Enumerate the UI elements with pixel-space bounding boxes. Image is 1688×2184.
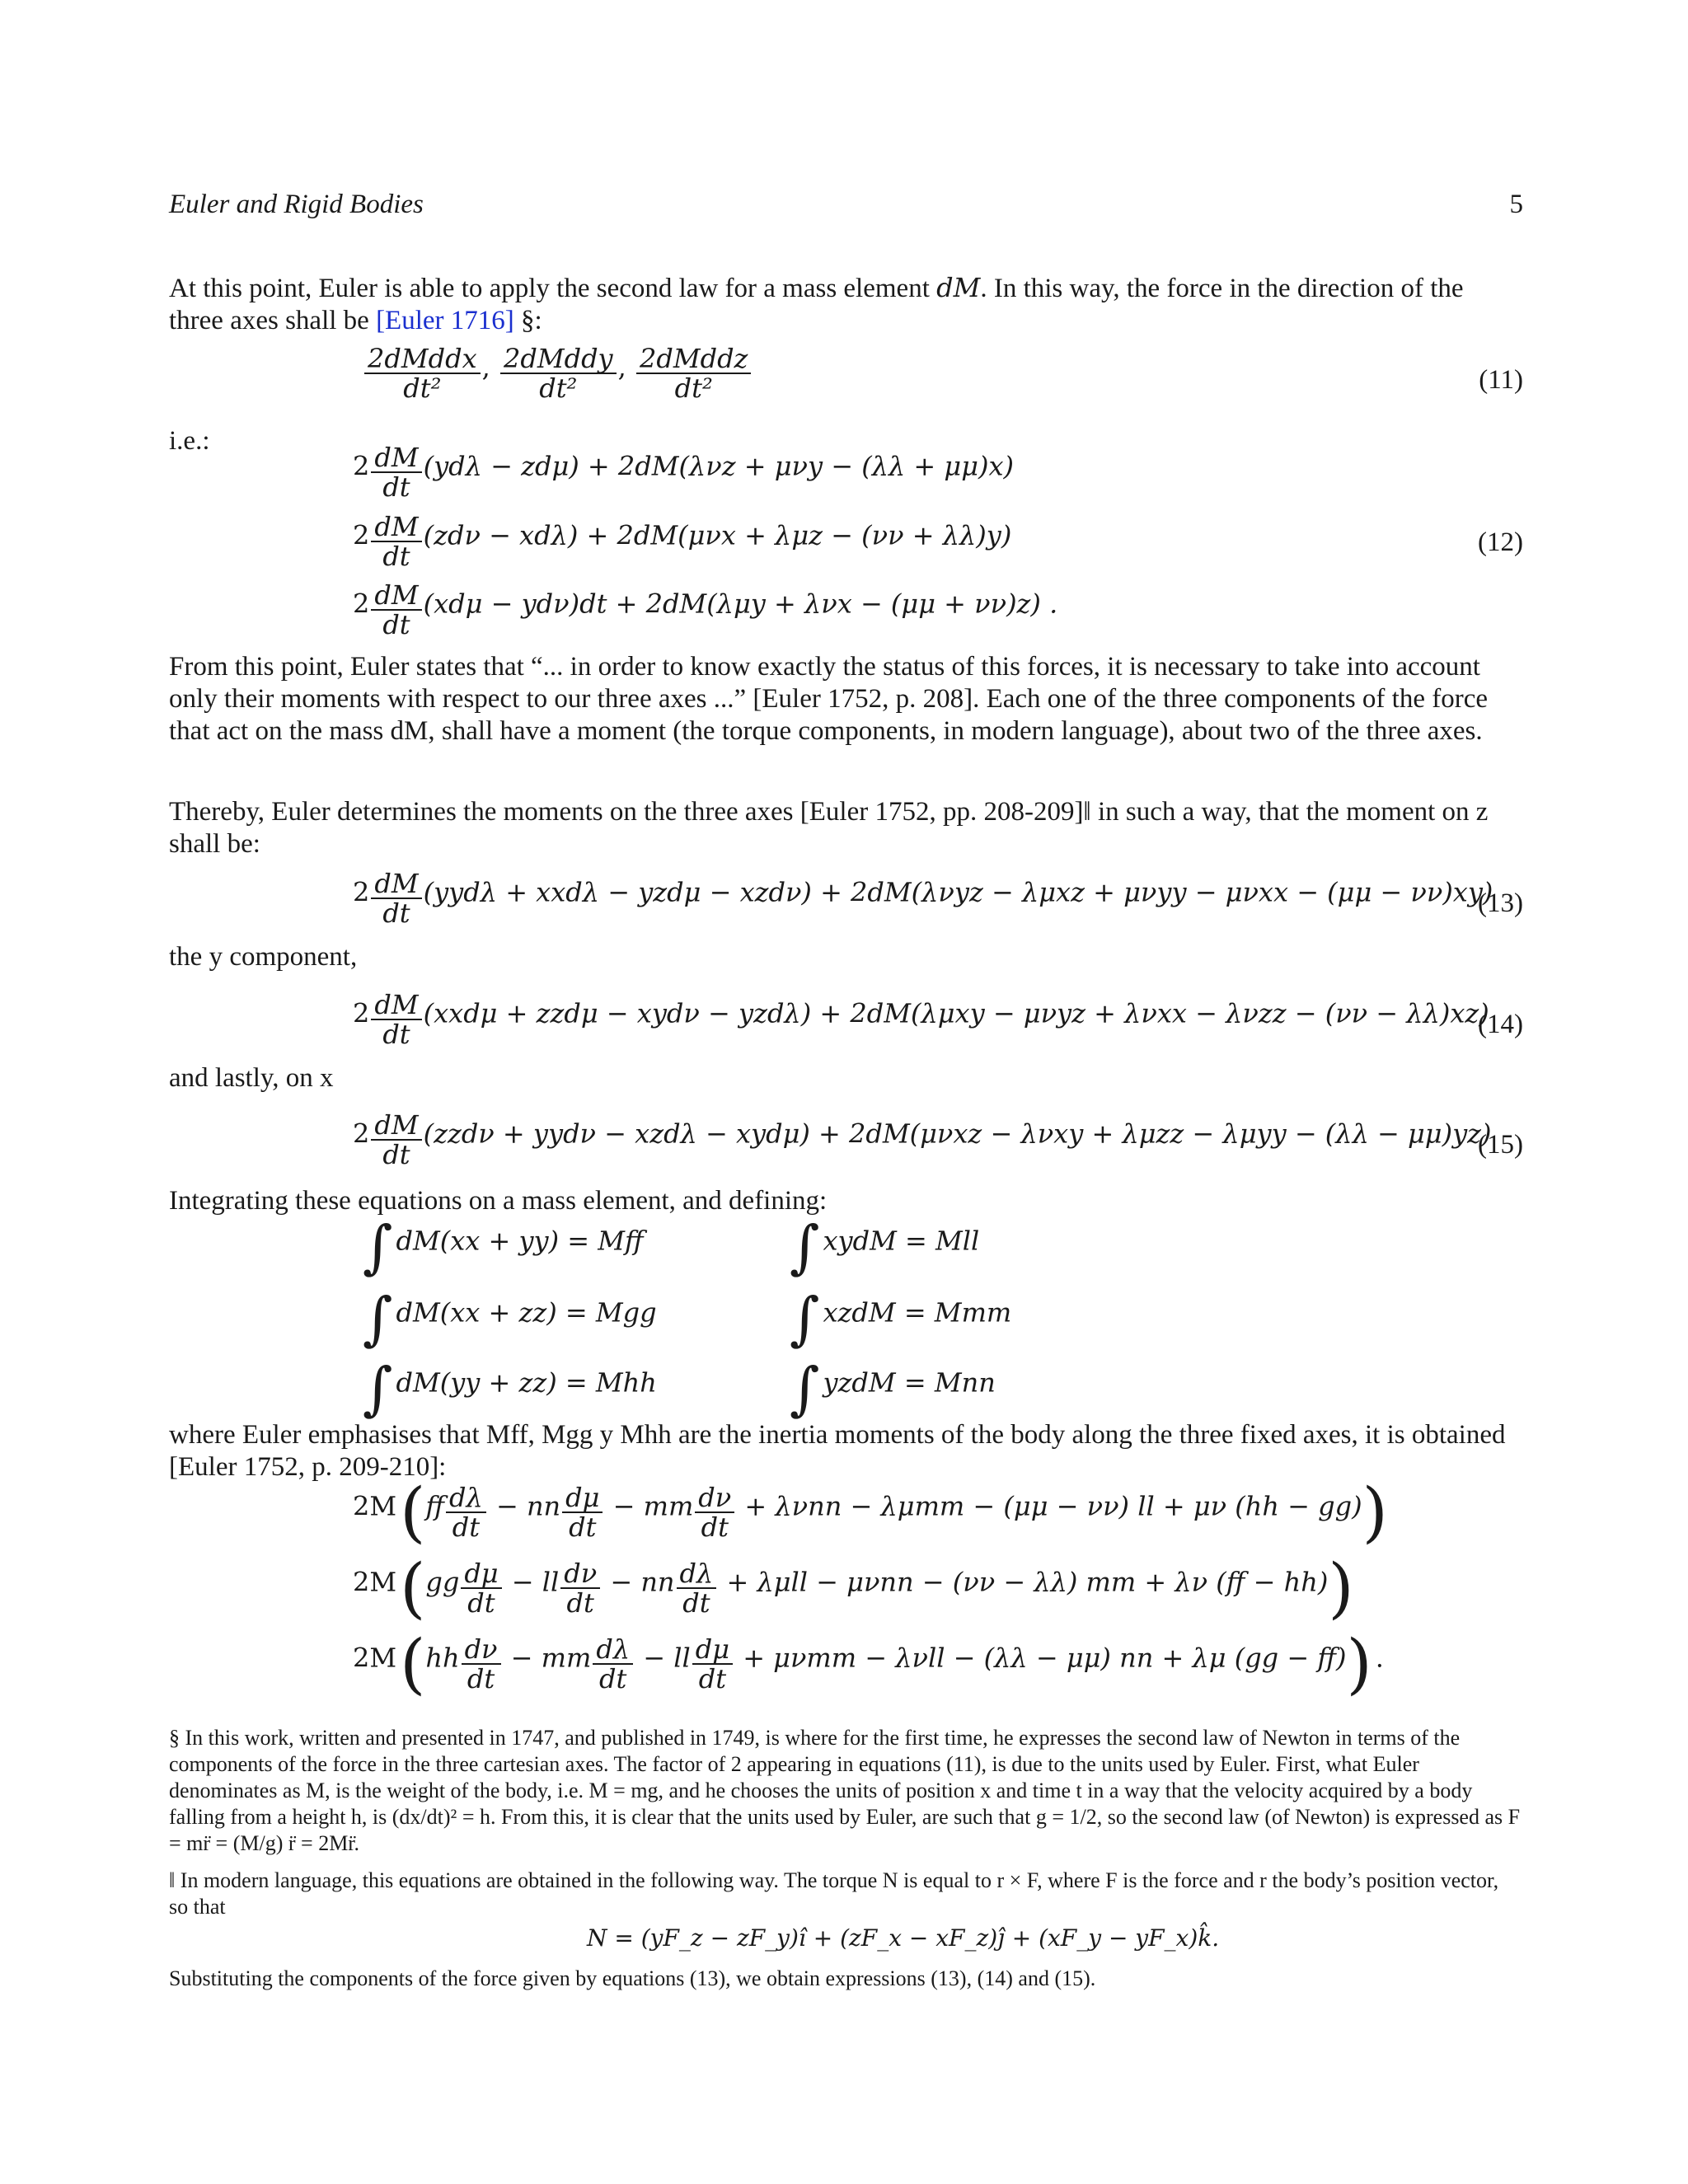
integral-right-1: ∫ xydM = Mll bbox=[790, 1213, 980, 1281]
running-title: Euler and Rigid Bodies bbox=[169, 190, 424, 219]
eq11-frac-x: $\frac{\text{2dMddx}}{\text{dt²}}$ bbox=[364, 344, 481, 402]
equation-12-line-3: 2 $\frac{dM}{dt}$ (xdμ − ydν)dt + 2dM(λμy + λνx − (μμ + νν)z) . bbox=[353, 579, 1058, 640]
paragraph-2: From this point, Euler states that “... in order to know exactly the status of this forces, it is necessary to take into account only their moments with respect to our three axes ...” [Euler 1752, p. 208]. Each one of the three components of the force that act on the mass dM, shall have a moment (the torque components, in modern language), about two of the three axes. bbox=[169, 652, 1488, 746]
footnote-parallel: ‖ In modern language, this equations are obtained in the following way. The torque N is equal to r × F, where F is the force and r the body’s position vector, so that bbox=[169, 1868, 1499, 1919]
final-equation-line-3: 2M (hh $\frac{d\nu}{dt}$ − mm $\frac{d\lambda}{dt}$ − ll $\frac{d\mu}{dt}$ + μνmm − λνll − (λλ − μμ) nn + λμ (gg − ff)) . bbox=[353, 1625, 1384, 1702]
equation-12-line-2: 2 $\frac{dM}{dt}$ (zdν − xdλ) + 2dM(μνx + λμz − (νν + λλ)y) bbox=[353, 511, 1012, 572]
footnote-section: § In this work, written and presented in 1747, and published in 1749, is where for the first time, he expresses the second law of Newton in terms of the components of the force in the three cartesian axes. The factor of 2 appearing in equations (11), is due to the units used by Euler. First, what Euler denominates as M, is the weight of the body, i.e. M = mg, and he chooses the units of position x and time t in a way that the velocity acquired by a body falling from a height h, is (dx/dt)² = h. From this, it is clear that the units used by Euler, are such that g = 1/2, so the second law (of Newton) is expressed as F = mr̈ = (M/g) r̈ = 2Mr̈. bbox=[169, 1726, 1521, 1855]
paragraph-3: Thereby, Euler determines the moments on the three axes [Euler 1752, pp. 208-209]‖ in such a way, that the moment on z shall be: bbox=[169, 797, 1489, 859]
page-number: 5 bbox=[1509, 190, 1523, 219]
eq11-frac-y: $\frac{\text{2dMddy}}{\text{dt²}}$ bbox=[500, 344, 617, 402]
equation-15: 2 $\frac{dM}{dt}$ (zzdν + yydν − xzdλ − xydμ) + 2dM(μνxz − λνxy + λμzz − λμyy − (λλ − μμ)yz) bbox=[353, 1109, 1492, 1170]
citation-link[interactable]: [Euler 1716] bbox=[376, 306, 514, 335]
eq11-frac-z: $\frac{\text{2dMddz}}{\text{dt²}}$ bbox=[636, 344, 751, 402]
footnote-substituting: Substituting the components of the force given by equations (13), we obtain expressions (13), (14) and (15). bbox=[169, 1966, 1096, 1990]
integral-right-3: ∫ yzdM = Mnn bbox=[790, 1355, 996, 1422]
equation-14: 2 $\frac{dM}{dt}$ (xxdμ + zzdμ − xydν − yzdλ) + 2dM(λμxy − μνyz + λνxx − λνzz − (νν − λλ)xz) bbox=[353, 989, 1489, 1050]
para1-text-b: . In this way, the force in the direction of the three axes shall be bbox=[169, 274, 1464, 335]
final-equation-line-2: 2M (gg $\frac{d\mu}{dt}$ − ll $\frac{d\nu}{dt}$ − nn $\frac{d\lambda}{dt}$ + λμll − μνnn − (νν − λλ) mm + λν (ff − hh)) bbox=[353, 1549, 1354, 1626]
equation-number-11: (11) bbox=[1479, 365, 1523, 395]
equation-11: $\frac{\text{2dMddx}}{\text{dt²}}$ , $\frac{\text{2dMddy}}{\text{dt²}}$ , $\frac{\text{2dMddz}}{\text{dt²}}$ bbox=[363, 344, 753, 402]
equation-number-14: (14) bbox=[1478, 1010, 1523, 1039]
equation-number-12: (12) bbox=[1478, 527, 1523, 557]
paragraph-5: where Euler emphasises that Mff, Mgg y Mhh are the inertia moments of the body along the three fixed axes, it is obtained [Euler 1752, p. 209-210]: bbox=[169, 1420, 1506, 1482]
equation-13: 2 $\frac{dM}{dt}$ (yydλ + xxdλ − yzdμ − xzdν) + 2dM(λνyz − λμxz + μνyy − μνxx − (μμ − νν)xy) bbox=[353, 868, 1493, 929]
equation-number-15: (15) bbox=[1478, 1130, 1523, 1160]
ie-label: i.e.: bbox=[169, 426, 210, 456]
paragraph-4: Integrating these equations on a mass element, and defining: bbox=[169, 1186, 828, 1216]
para1-dm: dM bbox=[936, 272, 981, 303]
equation-number-13: (13) bbox=[1478, 888, 1523, 918]
integral-left-1: ∫ dM(xx + yy) = Mff bbox=[363, 1213, 644, 1281]
integral-right-2: ∫ xzdM = Mmm bbox=[790, 1285, 1012, 1352]
para1-text-a: At this point, Euler is able to apply the second law for a mass element bbox=[169, 274, 937, 303]
equation-12-line-1: 2 $\frac{dM}{dt}$ (ydλ − zdμ) + 2dM(λνz + μνy − (λλ + μμ)x) bbox=[353, 442, 1015, 503]
footnote-torque-equation: N = (yF_z − zF_y)î + (zF_x − xF_z)ĵ + (xF_y − yF_x)k̂. bbox=[587, 1924, 1220, 1952]
label-x-component: and lastly, on x bbox=[169, 1063, 334, 1093]
label-y-component: the y component, bbox=[169, 942, 358, 972]
integral-left-2: ∫ dM(xx + zz) = Mgg bbox=[363, 1285, 657, 1352]
final-equation-line-1: 2M (ff $\frac{d\lambda}{dt}$ − nn $\frac{d\mu}{dt}$ − mm $\frac{d\nu}{dt}$ + λνnn − λμmm − (μμ − νν) ll + μν (hh − gg)) bbox=[353, 1474, 1388, 1550]
integral-left-3: ∫ dM(yy + zz) = Mhh bbox=[363, 1355, 657, 1422]
para1-text-c: §: bbox=[513, 306, 542, 335]
paragraph-1 bbox=[169, 272, 1522, 337]
